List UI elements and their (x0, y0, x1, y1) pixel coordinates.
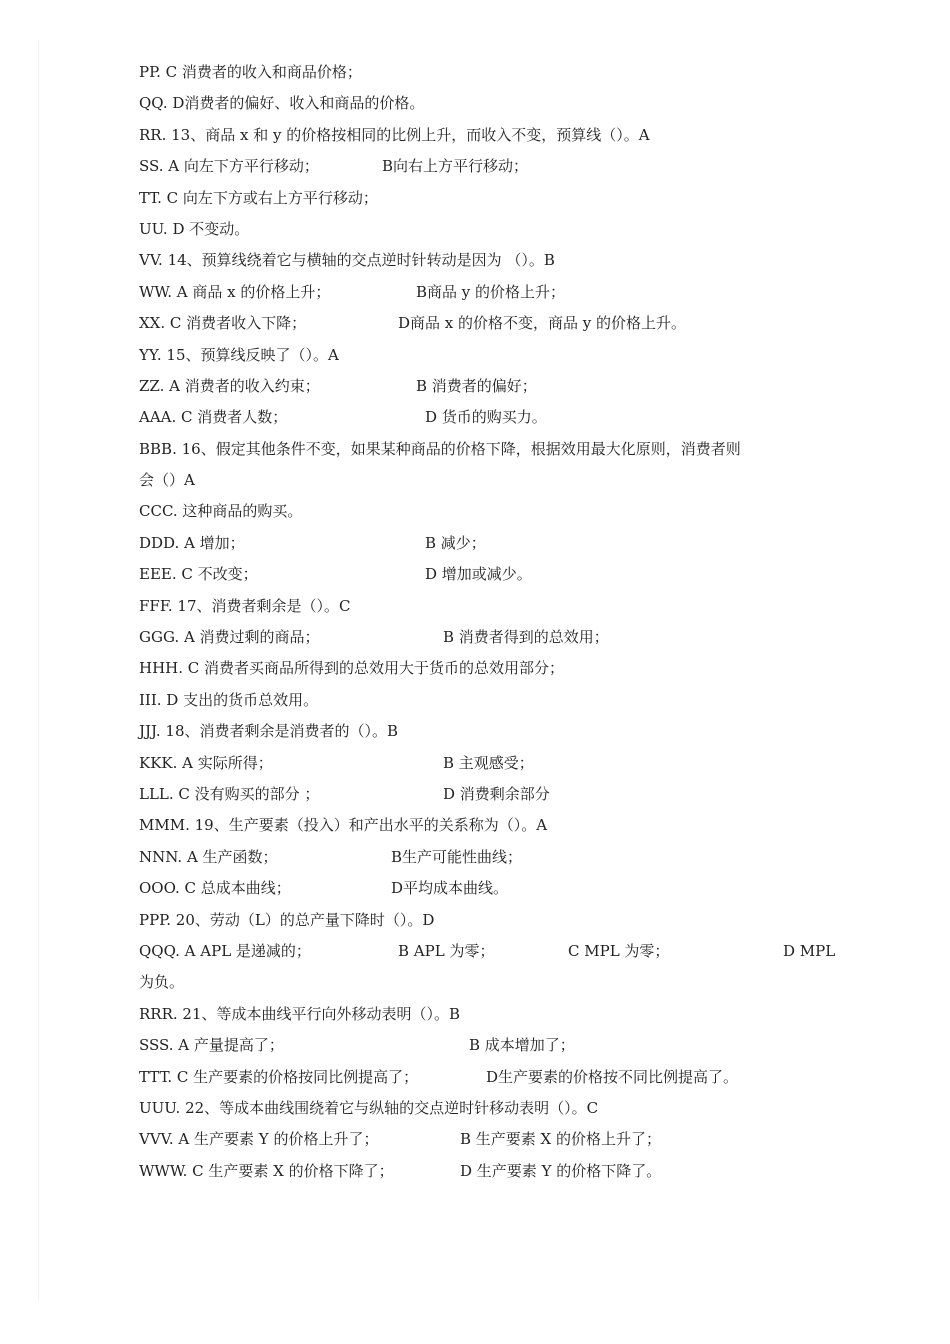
text-segment: EEE. C 不改变； (139, 565, 258, 584)
text-segment: PP. C 消费者的收入和商品价格； (139, 63, 362, 81)
text-segment: LLL. C 没有购买的部分 ； (139, 784, 320, 803)
text-segment: D平均成本曲线。 (391, 879, 509, 898)
text-segment: D生产要素的价格按不同比例提高了。 (486, 1067, 739, 1086)
text-line (139, 1030, 839, 1061)
text-segment: D 消费剩余部分 (443, 784, 550, 803)
text-line (139, 905, 839, 936)
text-line (139, 999, 839, 1030)
text-segment: HHH. C 消费者买商品所得到的总效用大于货币的总效用部分； (139, 659, 565, 678)
text-line (139, 1093, 839, 1124)
text-segment: B向右上方平行移动； (382, 157, 529, 176)
text-line (139, 810, 839, 841)
text-line (139, 528, 839, 559)
text-line (139, 214, 839, 245)
text-segment: VV. 14、预算线绕着它与横轴的交点逆时针转动是因为 （）。B (139, 251, 555, 270)
text-line (139, 57, 839, 88)
text-segment: JJJ. 18、消费者剩余是消费者的（）。B (139, 722, 399, 741)
text-line (139, 245, 839, 276)
text-segment: TTT. C 生产要素的价格按同比例提高了； (139, 1067, 419, 1086)
text-segment: DDD. A 增加； (139, 533, 245, 552)
text-line (139, 465, 839, 496)
text-segment: D 货币的购买力。 (425, 408, 547, 427)
text-line (139, 434, 839, 465)
text-line (139, 496, 839, 527)
text-segment: UU. D 不变动。 (139, 219, 250, 238)
text-segment: NNN. A 生产函数； (139, 847, 278, 866)
text-line (139, 1124, 839, 1155)
text-segment: QQ. D消费者的偏好、收入和商品的价格。 (139, 94, 425, 113)
text-segment: SS. A 向左下方平行移动； (139, 157, 319, 176)
text-segment: GGG. A 消费过剩的商品； (139, 628, 320, 647)
text-line (139, 748, 839, 779)
text-segment: III. D 支出的货币总效用。 (139, 690, 319, 709)
text-line (139, 622, 839, 653)
text-line (139, 1156, 839, 1187)
text-segment: D MPL (783, 941, 836, 960)
text-segment: OOO. C 总成本曲线； (139, 879, 291, 898)
text-line (139, 653, 839, 684)
text-segment: WWW. C 生产要素 X 的价格下降了； (139, 1161, 394, 1180)
text-segment: FFF. 17、消费者剩余是（）。C (139, 596, 351, 615)
text-line (139, 716, 839, 747)
text-line (139, 402, 839, 433)
text-line (139, 151, 839, 182)
text-segment: MMM. 19、生产要素（投入）和产出水平的关系称为（）。A (139, 816, 548, 835)
text-segment: B 主观感受； (443, 753, 534, 772)
text-segment: RR. 13、商品 x 和 y 的价格按相同的比例上升，而收入不变，预算线（）。A (139, 125, 650, 144)
text-segment: VVV. A 生产要素 Y 的价格上升了； (139, 1130, 379, 1149)
text-segment: B 消费者得到的总效用； (443, 628, 609, 647)
text-segment: RRR. 21、等成本曲线平行向外移动表明（）。B (139, 1004, 461, 1023)
text-segment: C MPL 为零； (568, 941, 670, 960)
text-line (139, 559, 839, 590)
text-segment: BBB. 16、假定其他条件不变，如果某种商品的价格下降，根据效用最大化原则，消费者则 (139, 439, 741, 458)
text-segment: TT. C 向左下方或右上方平行移动； (139, 188, 378, 207)
text-segment: B 消费者的偏好； (416, 376, 537, 395)
text-segment: AAA. C 消费者人数； (139, 408, 288, 427)
text-line (139, 371, 839, 402)
text-segment: QQQ. A APL 是递减的； (139, 941, 311, 960)
text-line (139, 779, 839, 810)
text-segment: B 生产要素 X 的价格上升了； (460, 1130, 662, 1149)
text-segment: 会（）A (139, 471, 195, 490)
text-line (139, 308, 839, 339)
text-line (139, 873, 839, 904)
text-segment: D商品 x 的价格不变，商品 y 的价格上升。 (398, 314, 687, 333)
text-segment: D 增加或减少。 (425, 565, 532, 584)
text-segment: ZZ. A 消费者的收入约束； (139, 376, 320, 395)
text-segment: B 成本增加了； (469, 1036, 575, 1055)
text-line (139, 277, 839, 308)
text-segment: B生产可能性曲线； (391, 847, 523, 866)
text-line (139, 685, 839, 716)
text-segment: YY. 15、预算线反映了（）。A (139, 345, 339, 364)
text-segment: D 生产要素 Y 的价格下降了。 (460, 1161, 662, 1180)
text-segment: B 减少； (425, 533, 486, 552)
text-segment: B商品 y 的价格上升； (416, 282, 566, 301)
text-line (139, 591, 839, 622)
text-segment: PPP. 20、劳动（L）的总产量下降时（）。D (139, 910, 435, 929)
text-line (139, 1062, 839, 1093)
text-segment: 为负。 (139, 973, 185, 992)
page-edge-divider (38, 40, 39, 1300)
text-line (139, 183, 839, 214)
text-segment: UUU. 22、等成本曲线围绕着它与纵轴的交点逆时针移动表明（）。C (139, 1098, 599, 1117)
text-segment: WW. A 商品 x 的价格上升； (139, 282, 331, 301)
text-segment: SSS. A 产量提高了； (139, 1036, 284, 1055)
text-line (139, 120, 839, 151)
text-line (139, 340, 839, 371)
text-line (139, 88, 839, 119)
text-segment: XX. C 消费者收入下降； (139, 314, 307, 333)
text-line (139, 936, 839, 967)
text-line (139, 842, 839, 873)
text-segment: B APL 为零； (398, 941, 495, 960)
text-line (139, 967, 839, 998)
text-segment: CCC. 这种商品的购买。 (139, 502, 303, 521)
document-body (139, 57, 839, 1187)
text-segment: KKK. A 实际所得； (139, 753, 273, 772)
